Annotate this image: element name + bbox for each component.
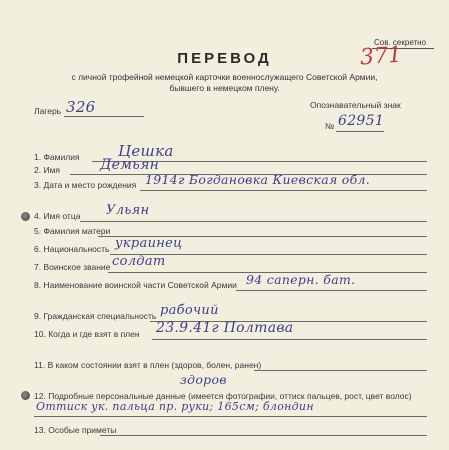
subtitle-line-1: с личной трофейной немецкой карточки военнослужащего Советской Армии, xyxy=(71,72,378,82)
field-8-value: 94 саперн. бат. xyxy=(246,272,356,287)
field-6-value: украинец xyxy=(115,236,183,251)
field-8-line xyxy=(236,290,427,291)
field-13-line xyxy=(100,435,427,436)
field-11-line xyxy=(254,370,427,371)
secrecy-label: Сов. секретно xyxy=(374,38,427,47)
field-10-value: 23.9.41г Полтава xyxy=(156,320,294,336)
field-12-line xyxy=(34,416,427,417)
field-6-label: 6. Национальность xyxy=(34,244,110,254)
field-2-value: Демьян xyxy=(100,157,160,173)
field-12-label: 12. Подробные персональные данные (имеется фотографии, оттиск пальцев, рост, цвет волос) xyxy=(34,391,412,401)
document-title: ПЕРЕВОД xyxy=(177,50,272,67)
field-9-label: 9. Гражданская специальность xyxy=(34,311,157,321)
field-4-label: 4. Имя отца xyxy=(34,211,81,221)
field-10-line xyxy=(152,339,427,340)
camp-value: 326 xyxy=(66,98,96,116)
id-tag-no-label: № xyxy=(325,121,335,131)
subtitle-line-2: бывшего в немецком плену. xyxy=(169,83,280,93)
field-3-label: 3. Дата и место рождения xyxy=(34,180,137,190)
field-11-value: здоров xyxy=(180,372,227,387)
field-9-value: рабочий xyxy=(160,303,219,318)
id-tag-label: Опознавательный знак xyxy=(310,100,401,110)
punch-hole-top xyxy=(21,212,30,221)
field-5-label: 5. Фамилия матери xyxy=(34,226,111,236)
field-10-label: 10. Когда и где взят в плен xyxy=(34,329,140,339)
field-4-line xyxy=(80,221,427,222)
punch-hole-bottom xyxy=(21,391,30,400)
id-tag-line xyxy=(336,131,384,132)
archive-number: 371 xyxy=(359,42,403,71)
field-1-label: 1. Фамилия xyxy=(34,152,80,162)
field-1-value: Цешка xyxy=(118,142,174,160)
field-2-label: 2. Имя xyxy=(34,165,61,175)
camp-line xyxy=(64,116,144,117)
field-11-label: 11. В каком состоянии взят в плен (здоров, болен, ранен) xyxy=(34,360,262,370)
field-3-line xyxy=(140,190,427,191)
id-tag-value: 62951 xyxy=(338,113,385,129)
field-13-label: 13. Особые приметы xyxy=(34,425,117,435)
field-7-label: 7. Воинское звание xyxy=(34,262,111,272)
field-12-value: Оттиск ук. пальца пр. руки; 165см; блондин xyxy=(36,400,314,413)
camp-label: Лагерь xyxy=(34,106,62,116)
field-3-value: 1914г Богдановка Киевская обл. xyxy=(145,172,371,187)
field-8-label: 8. Наименование воинской части Советской Армии xyxy=(34,280,237,290)
field-7-value: солдат xyxy=(112,254,166,269)
field-4-value: Ульян xyxy=(106,203,150,218)
